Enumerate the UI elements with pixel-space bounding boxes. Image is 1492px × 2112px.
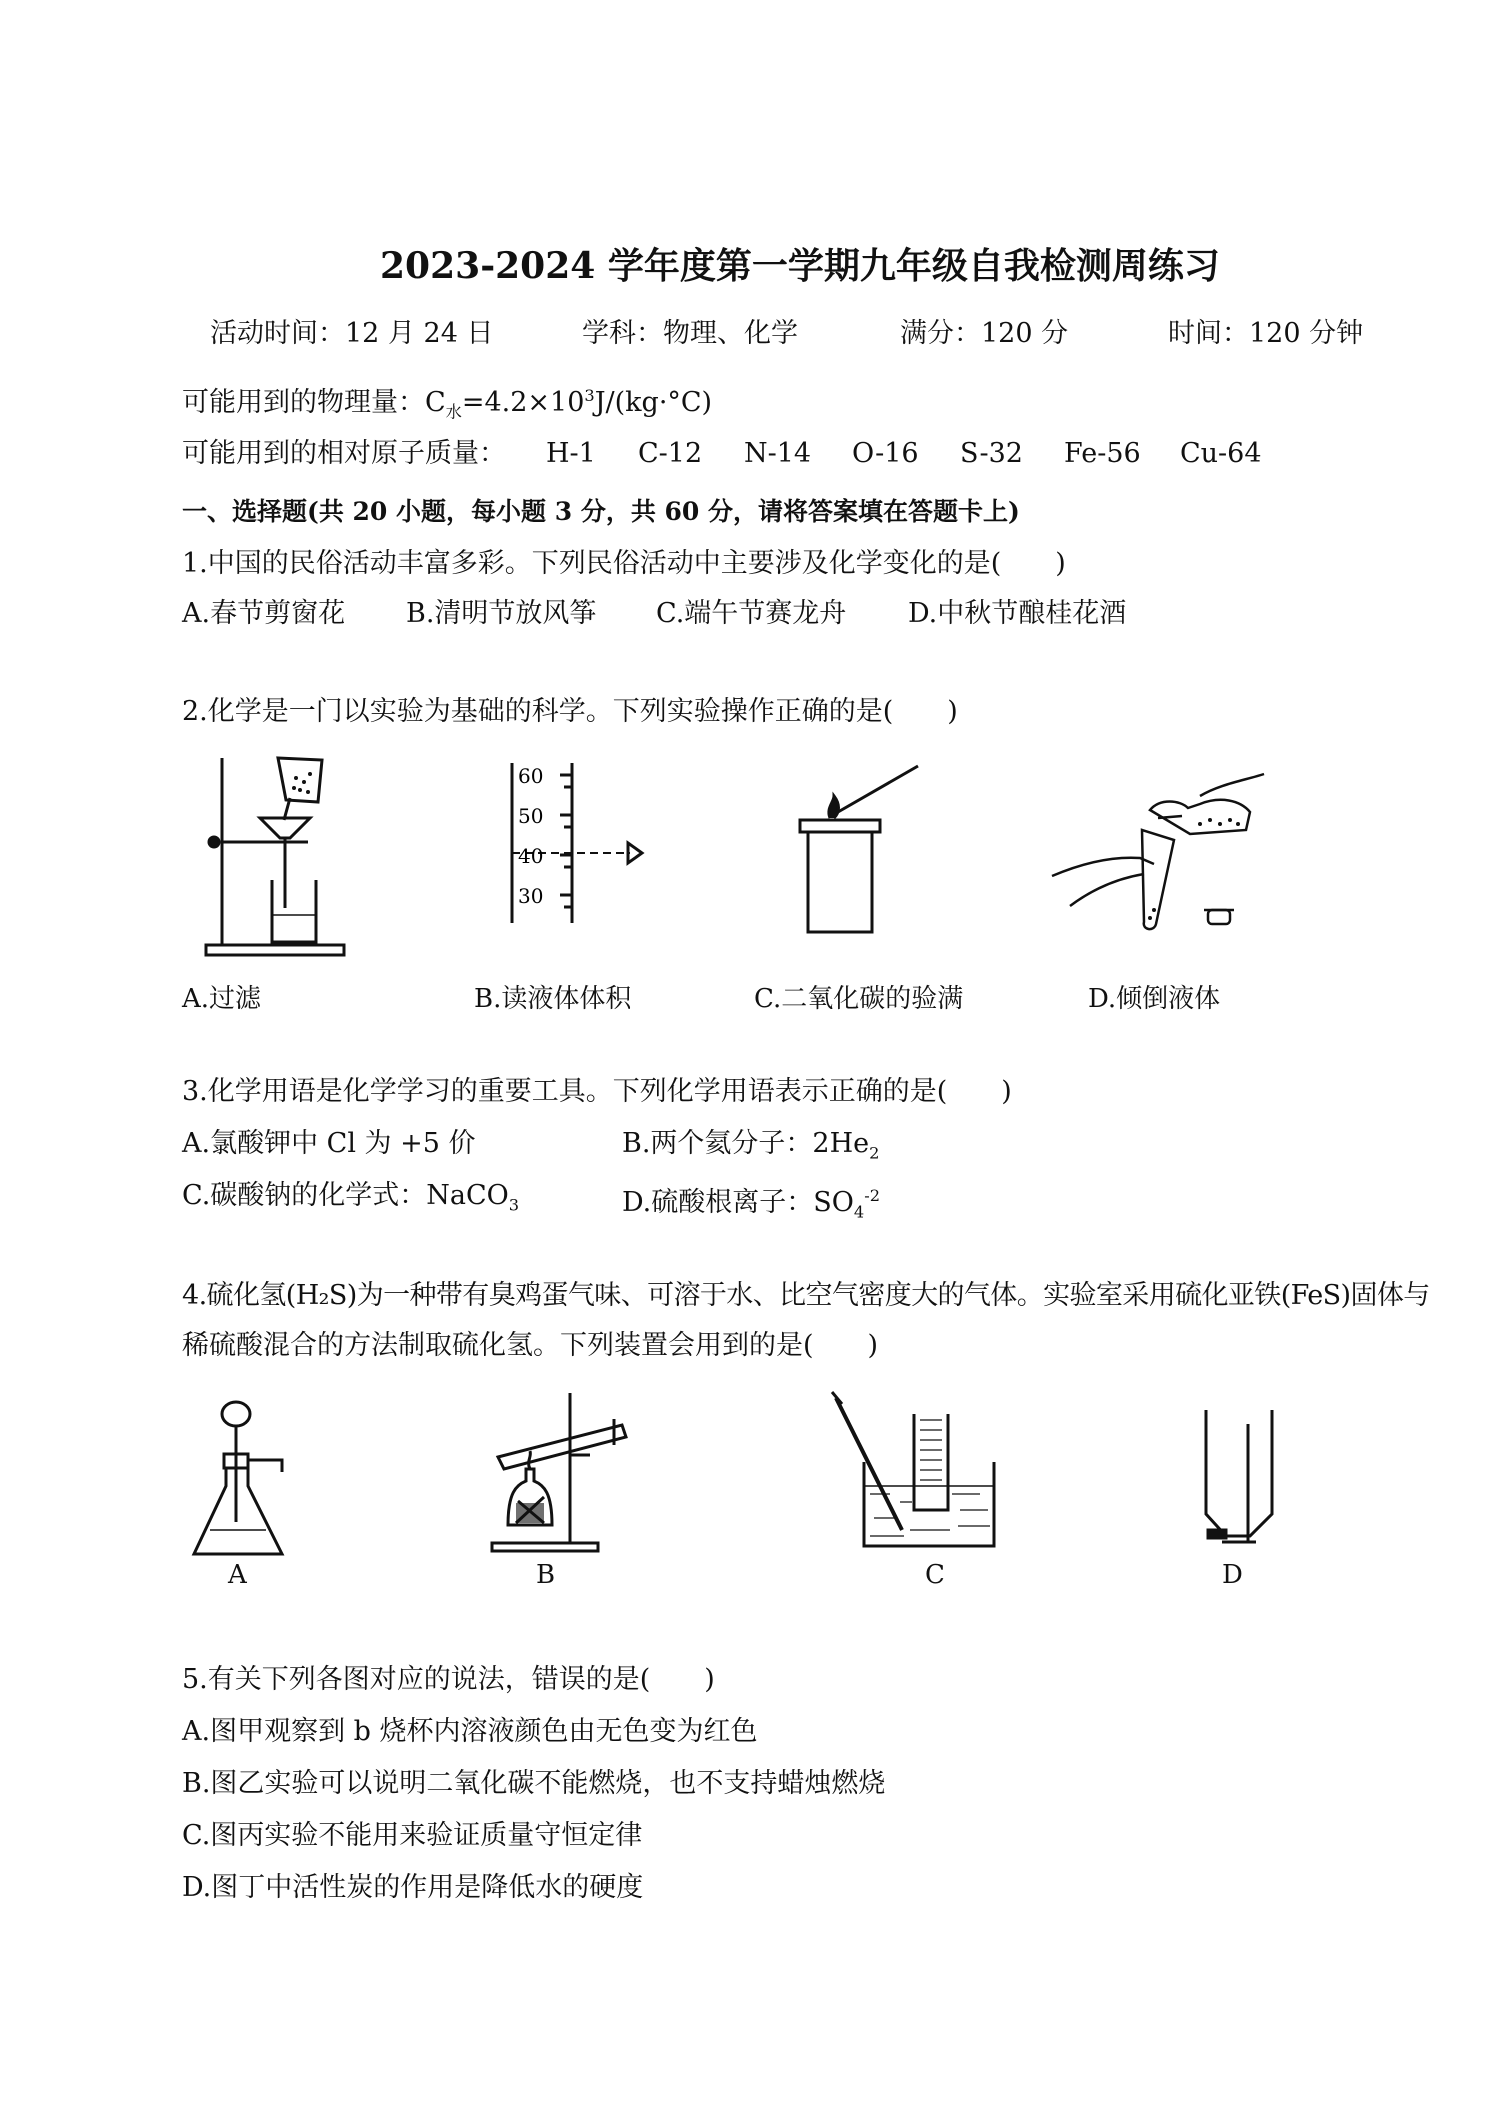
q3-option-d-text: D.硫酸根离子：SO bbox=[622, 1187, 854, 1218]
q3-option-d bbox=[622, 1180, 880, 1228]
q2-pouring-figure bbox=[1050, 760, 1270, 940]
q3-option-d-sub: 4 bbox=[853, 1202, 865, 1222]
q4-caption-c: C bbox=[925, 1560, 945, 1590]
cylinder-tick-30: 30 bbox=[518, 884, 544, 908]
atomic-mass-n: N-14 bbox=[744, 438, 812, 469]
atomic-mass-cu: Cu-64 bbox=[1180, 438, 1262, 469]
atomic-mass-h: H-1 bbox=[546, 438, 596, 469]
q2-filtration-figure bbox=[200, 750, 360, 960]
q4-apparatus-d-figure bbox=[1198, 1402, 1288, 1552]
q2-caption-c: C.二氧化碳的验满 bbox=[754, 984, 964, 1014]
cylinder-tick-60: 60 bbox=[518, 764, 544, 788]
q4-apparatus-c-figure bbox=[830, 1390, 1010, 1550]
q1-stem: 1.中国的民俗活动丰富多彩。下列民俗活动中主要涉及化学变化的是( ) bbox=[182, 548, 1066, 579]
atomic-mass-s: S-32 bbox=[960, 438, 1023, 469]
exam-full-score: 满分：120 分 bbox=[900, 318, 1069, 349]
physics-constant-unit: J/(kg·°C) bbox=[594, 387, 713, 418]
q1-option-c: C.端午节赛龙舟 bbox=[656, 598, 847, 629]
q5-stem: 5.有关下列各图对应的说法，错误的是( ) bbox=[182, 1664, 715, 1695]
atomic-mass-fe: Fe-56 bbox=[1064, 438, 1141, 469]
q2-caption-b: B.读液体体积 bbox=[474, 984, 632, 1014]
atomic-mass-o: O-16 bbox=[852, 438, 919, 469]
physics-constant-prefix: 可能用到的物理量：C bbox=[182, 387, 446, 418]
q2-caption-d: D.倾倒液体 bbox=[1088, 984, 1221, 1014]
q2-cylinder-figure bbox=[500, 755, 650, 930]
q4-caption-a: A bbox=[228, 1560, 247, 1590]
physics-constant-sub: 水 bbox=[445, 402, 462, 422]
q3-option-c-text: C.碳酸钠的化学式：NaCO bbox=[182, 1180, 509, 1211]
physics-constant bbox=[182, 380, 712, 428]
exam-subject: 学科：物理、化学 bbox=[582, 318, 798, 349]
q5-option-c: C.图丙实验不能用来验证质量守恒定律 bbox=[182, 1820, 643, 1851]
cylinder-tick-40: 40 bbox=[518, 844, 544, 868]
q1-option-a: A.春节剪窗花 bbox=[182, 598, 346, 629]
q1-option-d: D.中秋节酿桂花酒 bbox=[908, 598, 1127, 629]
atomic-mass-c: C-12 bbox=[638, 438, 703, 469]
exam-duration: 时间：120 分钟 bbox=[1168, 318, 1364, 349]
q3-option-d-sup: -2 bbox=[864, 1186, 880, 1205]
q5-option-b: B.图乙实验可以说明二氧化碳不能燃烧，也不支持蜡烛燃烧 bbox=[182, 1768, 886, 1799]
q2-co2-test-figure bbox=[790, 760, 930, 940]
q4-caption-d: D bbox=[1222, 1560, 1243, 1590]
q4-stem-line2: 稀硫酸混合的方法制取硫化氢。下列装置会用到的是( ) bbox=[182, 1330, 879, 1361]
q3-option-a: A.氯酸钾中 Cl 为 +5 价 bbox=[182, 1128, 476, 1159]
exam-date: 活动时间：12 月 24 日 bbox=[210, 318, 494, 349]
atomic-mass-label: 可能用到的相对原子质量： bbox=[182, 438, 506, 469]
cylinder-tick-50: 50 bbox=[518, 804, 544, 828]
q3-option-b bbox=[622, 1128, 879, 1169]
q3-option-c-sub: 3 bbox=[508, 1195, 520, 1215]
physics-constant-exp: 3 bbox=[584, 386, 595, 405]
q5-option-a: A.图甲观察到 b 烧杯内溶液颜色由无色变为红色 bbox=[182, 1716, 758, 1747]
q3-stem: 3.化学用语是化学学习的重要工具。下列化学用语表示正确的是( ) bbox=[182, 1076, 1012, 1107]
q4-stem-line1: 4.硫化氢(H₂S)为一种带有臭鸡蛋气味、可溶于水、比空气密度大的气体。实验室采用硫化亚铁(FeS)固体与 bbox=[182, 1280, 1430, 1311]
q4-apparatus-b-figure bbox=[490, 1385, 640, 1555]
q2-stem: 2.化学是一门以实验为基础的科学。下列实验操作正确的是( ) bbox=[182, 696, 958, 727]
q3-option-b-sub: 2 bbox=[869, 1143, 880, 1163]
q3-option-b-text: B.两个氦分子：2He bbox=[622, 1128, 870, 1159]
q2-caption-a: A.过滤 bbox=[182, 984, 262, 1014]
physics-constant-value: =4.2×10 bbox=[461, 387, 585, 418]
exam-title: 2023-2024 学年度第一学期九年级自我检测周练习 bbox=[380, 245, 1220, 287]
section-heading: 一、选择题(共 20 小题，每小题 3 分，共 60 分，请将答案填在答题卡上) bbox=[182, 497, 1020, 526]
q4-apparatus-a-figure bbox=[190, 1390, 300, 1560]
q4-caption-b: B bbox=[536, 1560, 556, 1590]
q3-option-c bbox=[182, 1180, 519, 1221]
q5-option-d: D.图丁中活性炭的作用是降低水的硬度 bbox=[182, 1872, 644, 1903]
q1-option-b: B.清明节放风筝 bbox=[406, 598, 597, 629]
